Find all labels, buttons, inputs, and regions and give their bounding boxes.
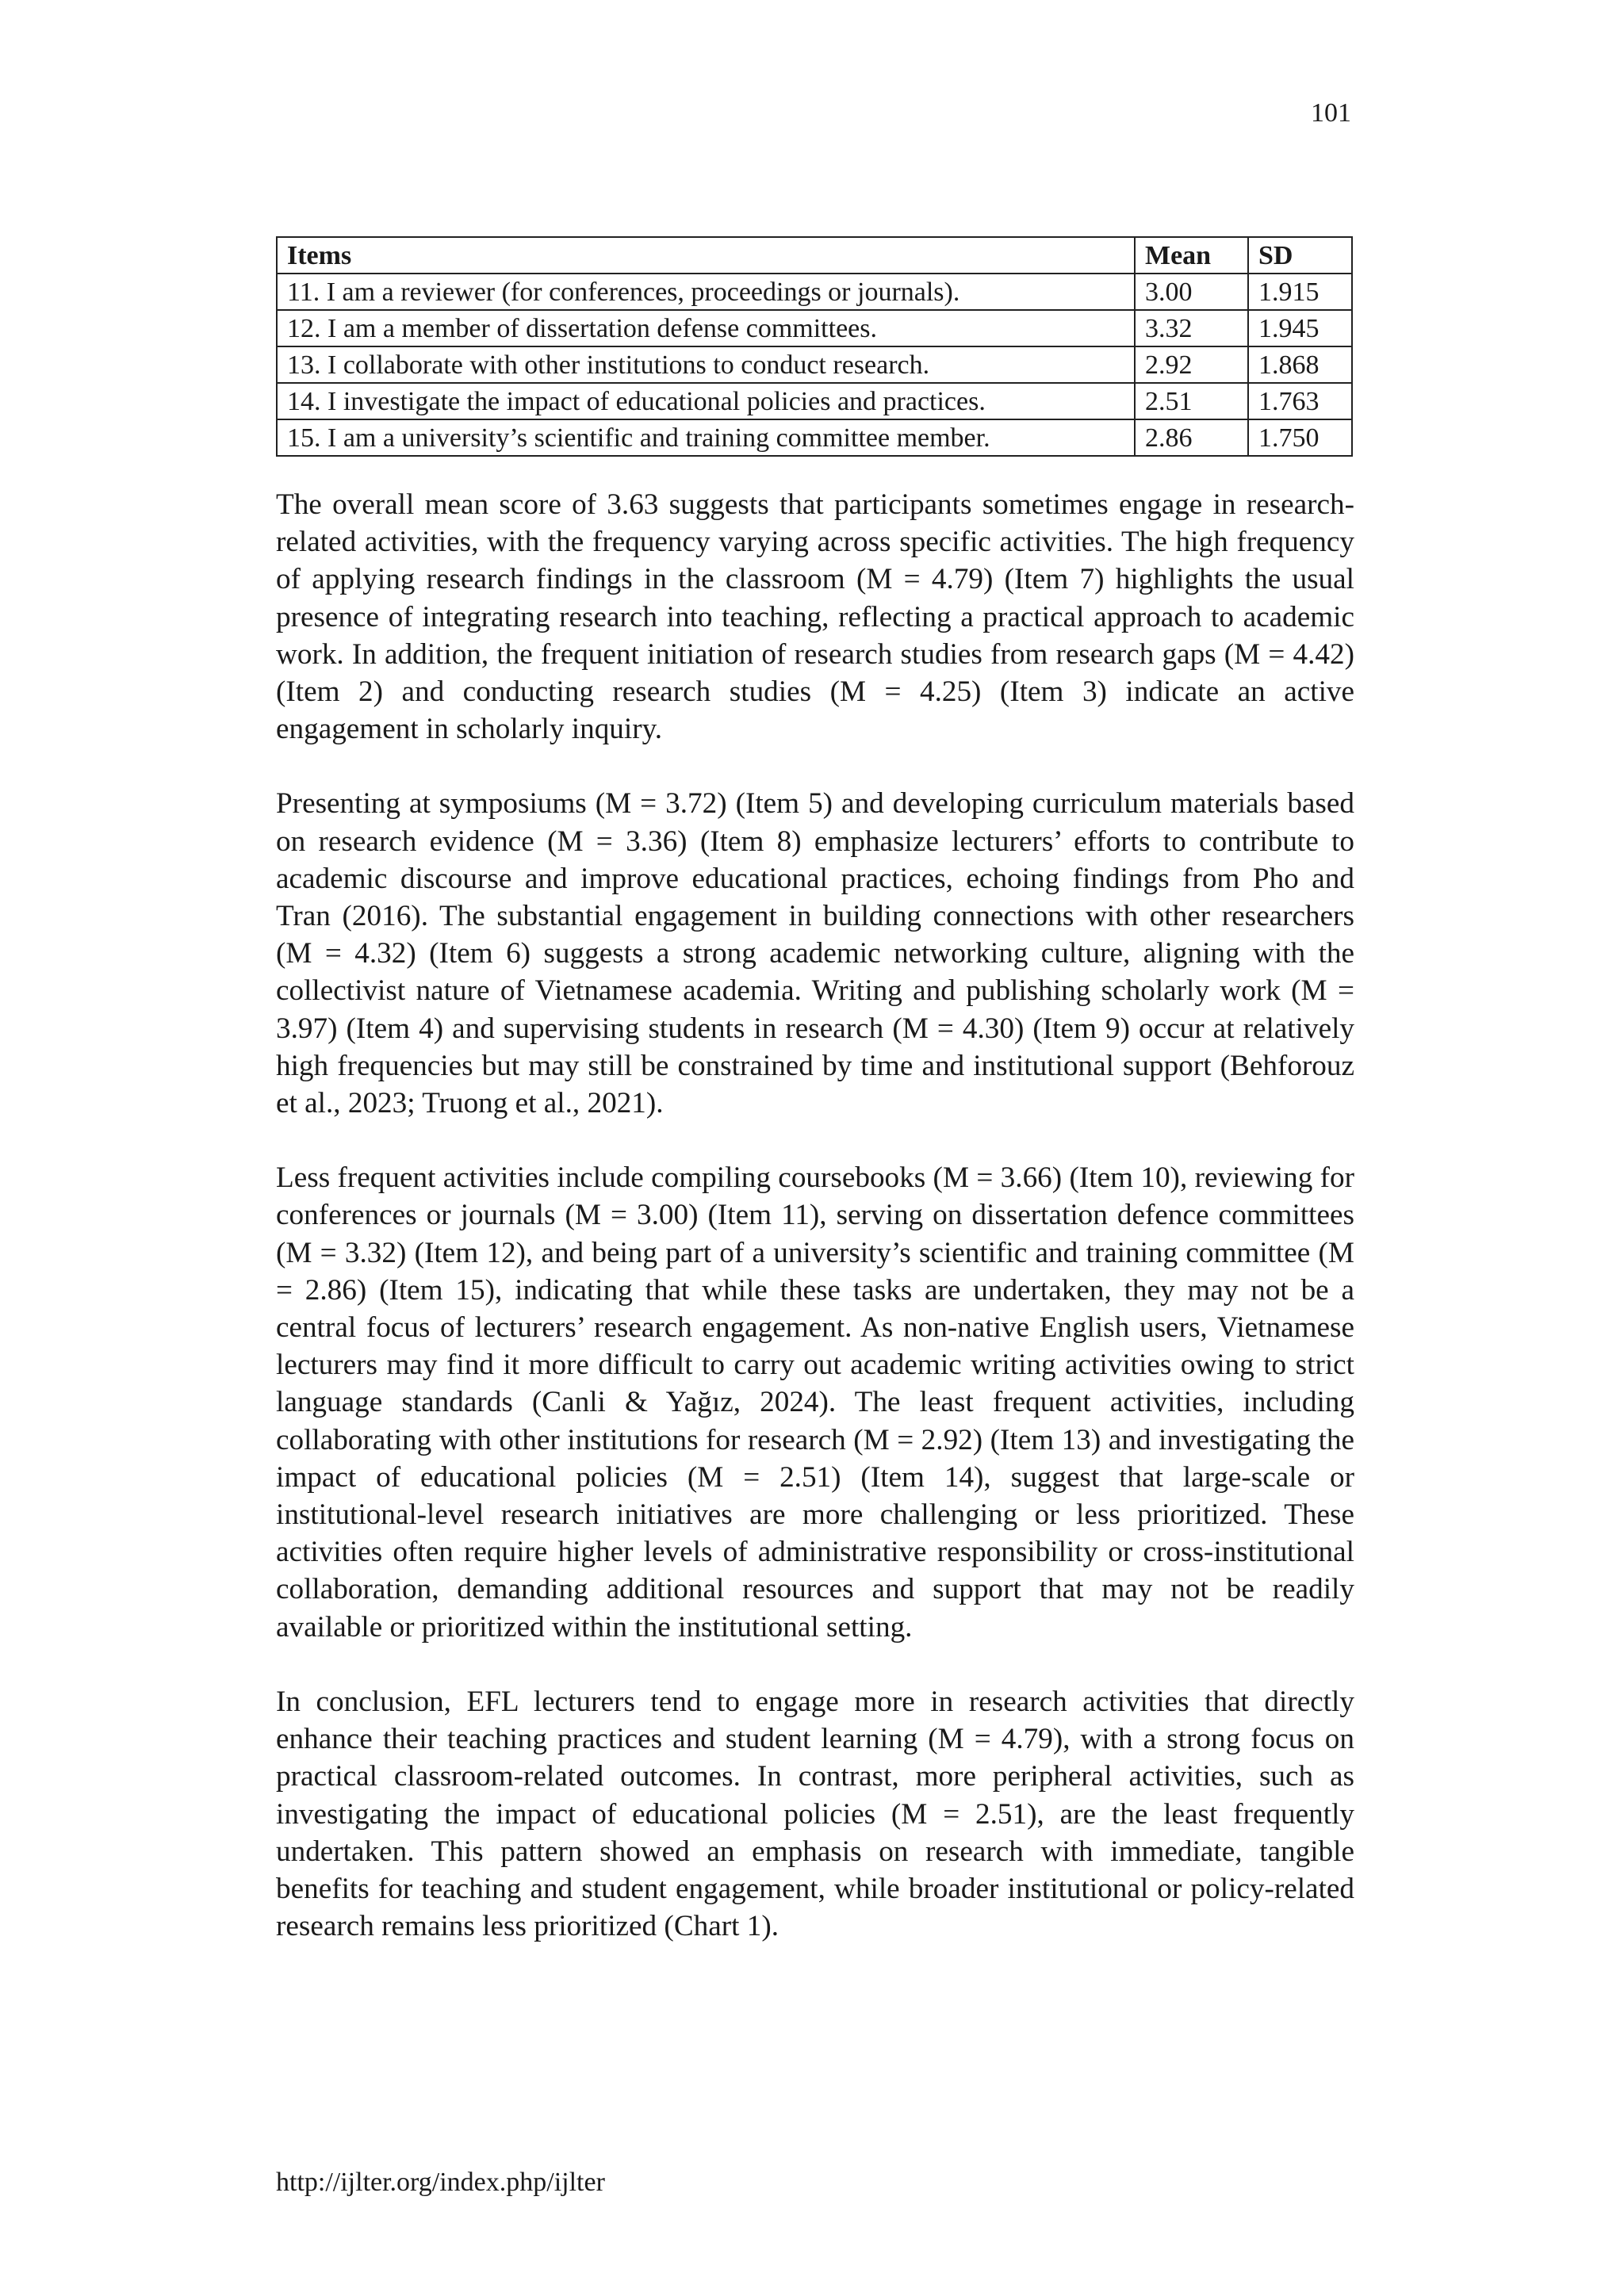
table-row [277, 274, 1352, 310]
table-row [277, 419, 1352, 456]
table-row [277, 310, 1352, 346]
mean-cell: 3.00 [1135, 274, 1248, 310]
header-sd: SD [1248, 237, 1352, 274]
paragraph-conclusion: In conclusion, EFL lecturers tend to engage more in research activities that directly enhance their teaching practices and student learning (M = 4.79), with a strong focus on practical classroom-related outcomes. In contrast, more peripheral activities, such as investigating the impact of educational policies (M = 2.51), are the least frequently undertaken. This pattern showed an emphasis on research with immediate, tangible benefits for teaching and student engagement, while broader institutional or policy-related research remains less prioritized (Chart 1). [276, 1685, 1354, 1943]
table-header-row [277, 237, 1352, 274]
sd-cell: 1.868 [1248, 346, 1352, 383]
item-cell: 14. I investigate the impact of educational policies and practices. [277, 383, 1135, 419]
paragraph-presenting: Presenting at symposiums (M = 3.72) (Item 5) and developing curriculum materials based on research evidence (M = 3.36) (Item 8) emphasize lecturers’ efforts to contribute to academic discourse and improve educational practices, echoing findings from Pho and Tran (2016). The substantial engagement in building connections with other researchers (M = 4.32) (Item 6) suggests a strong academic networking culture, aligning with the collectivist nature of Vietnamese academia. Writing and publishing scholarly work (M = 3.97) (Item 4) and supervising students in research (M = 4.30) (Item 9) occur at relatively high frequencies but may still be constrained by time and institutional support (Behforouz et al., 2023; Truong et al., 2021). [276, 787, 1354, 1120]
table-row [277, 383, 1352, 419]
footer-url: http://ijlter.org/index.php/ijlter [276, 2168, 605, 2197]
item-cell: 11. I am a reviewer (for conferences, proceedings or journals). [277, 274, 1135, 310]
mean-cell: 3.32 [1135, 310, 1248, 346]
results-table [276, 236, 1353, 457]
item-cell: 13. I collaborate with other institutions to conduct research. [277, 346, 1135, 383]
header-mean: Mean [1135, 237, 1248, 274]
body-text [276, 486, 1354, 1982]
item-cell: 15. I am a university’s scientific and training committee member. [277, 419, 1135, 456]
table-row [277, 346, 1352, 383]
mean-cell: 2.86 [1135, 419, 1248, 456]
sd-cell: 1.915 [1248, 274, 1352, 310]
page-number: 101 [1311, 98, 1351, 128]
sd-cell: 1.750 [1248, 419, 1352, 456]
paragraph-overall-mean: The overall mean score of 3.63 suggests that participants sometimes engage in research-related activities, with the frequency varying across specific activities. The high frequency of applying research findings in the classroom (M = 4.79) (Item 7) highlights the usual presence of integrating research into teaching, reflecting a practical approach to academic work. In addition, the frequent initiation of research studies from research gaps (M = 4.42) (Item 2) and conducting research studies (M = 4.25) (Item 3) indicate an active engagement in scholarly inquiry. [276, 488, 1354, 746]
item-cell: 12. I am a member of dissertation defense committees. [277, 310, 1135, 346]
sd-cell: 1.763 [1248, 383, 1352, 419]
mean-cell: 2.51 [1135, 383, 1248, 419]
header-items: Items [277, 237, 1135, 274]
sd-cell: 1.945 [1248, 310, 1352, 346]
mean-cell: 2.92 [1135, 346, 1248, 383]
paragraph-less-frequent: Less frequent activities include compiling coursebooks (M = 3.66) (Item 10), reviewing for conferences or journals (M = 3.00) (Item 11), serving on dissertation defence committees (M = 3.32) (Item 12), and being part of a university’s scientific and training committee (M = 2.86) (Item 15), indicating that while these tasks are undertaken, they may not be a central focus of lecturers’ research engagement. As non-native English users, Vietnamese lecturers may find it more difficult to carry out academic writing activities owing to strict language standards (Canli & Yağız, 2024). The least frequent activities, including collaborating with other institutions for research (M = 2.92) (Item 13) and investigating the impact of educational policies (M = 2.51) (Item 14), suggest that large-scale or institutional-level research initiatives are more challenging or less prioritized. These activities often require higher levels of administrative responsibility or cross-institutional collaboration, demanding additional resources and support that may not be readily available or prioritized within the institutional setting. [276, 1161, 1354, 1644]
